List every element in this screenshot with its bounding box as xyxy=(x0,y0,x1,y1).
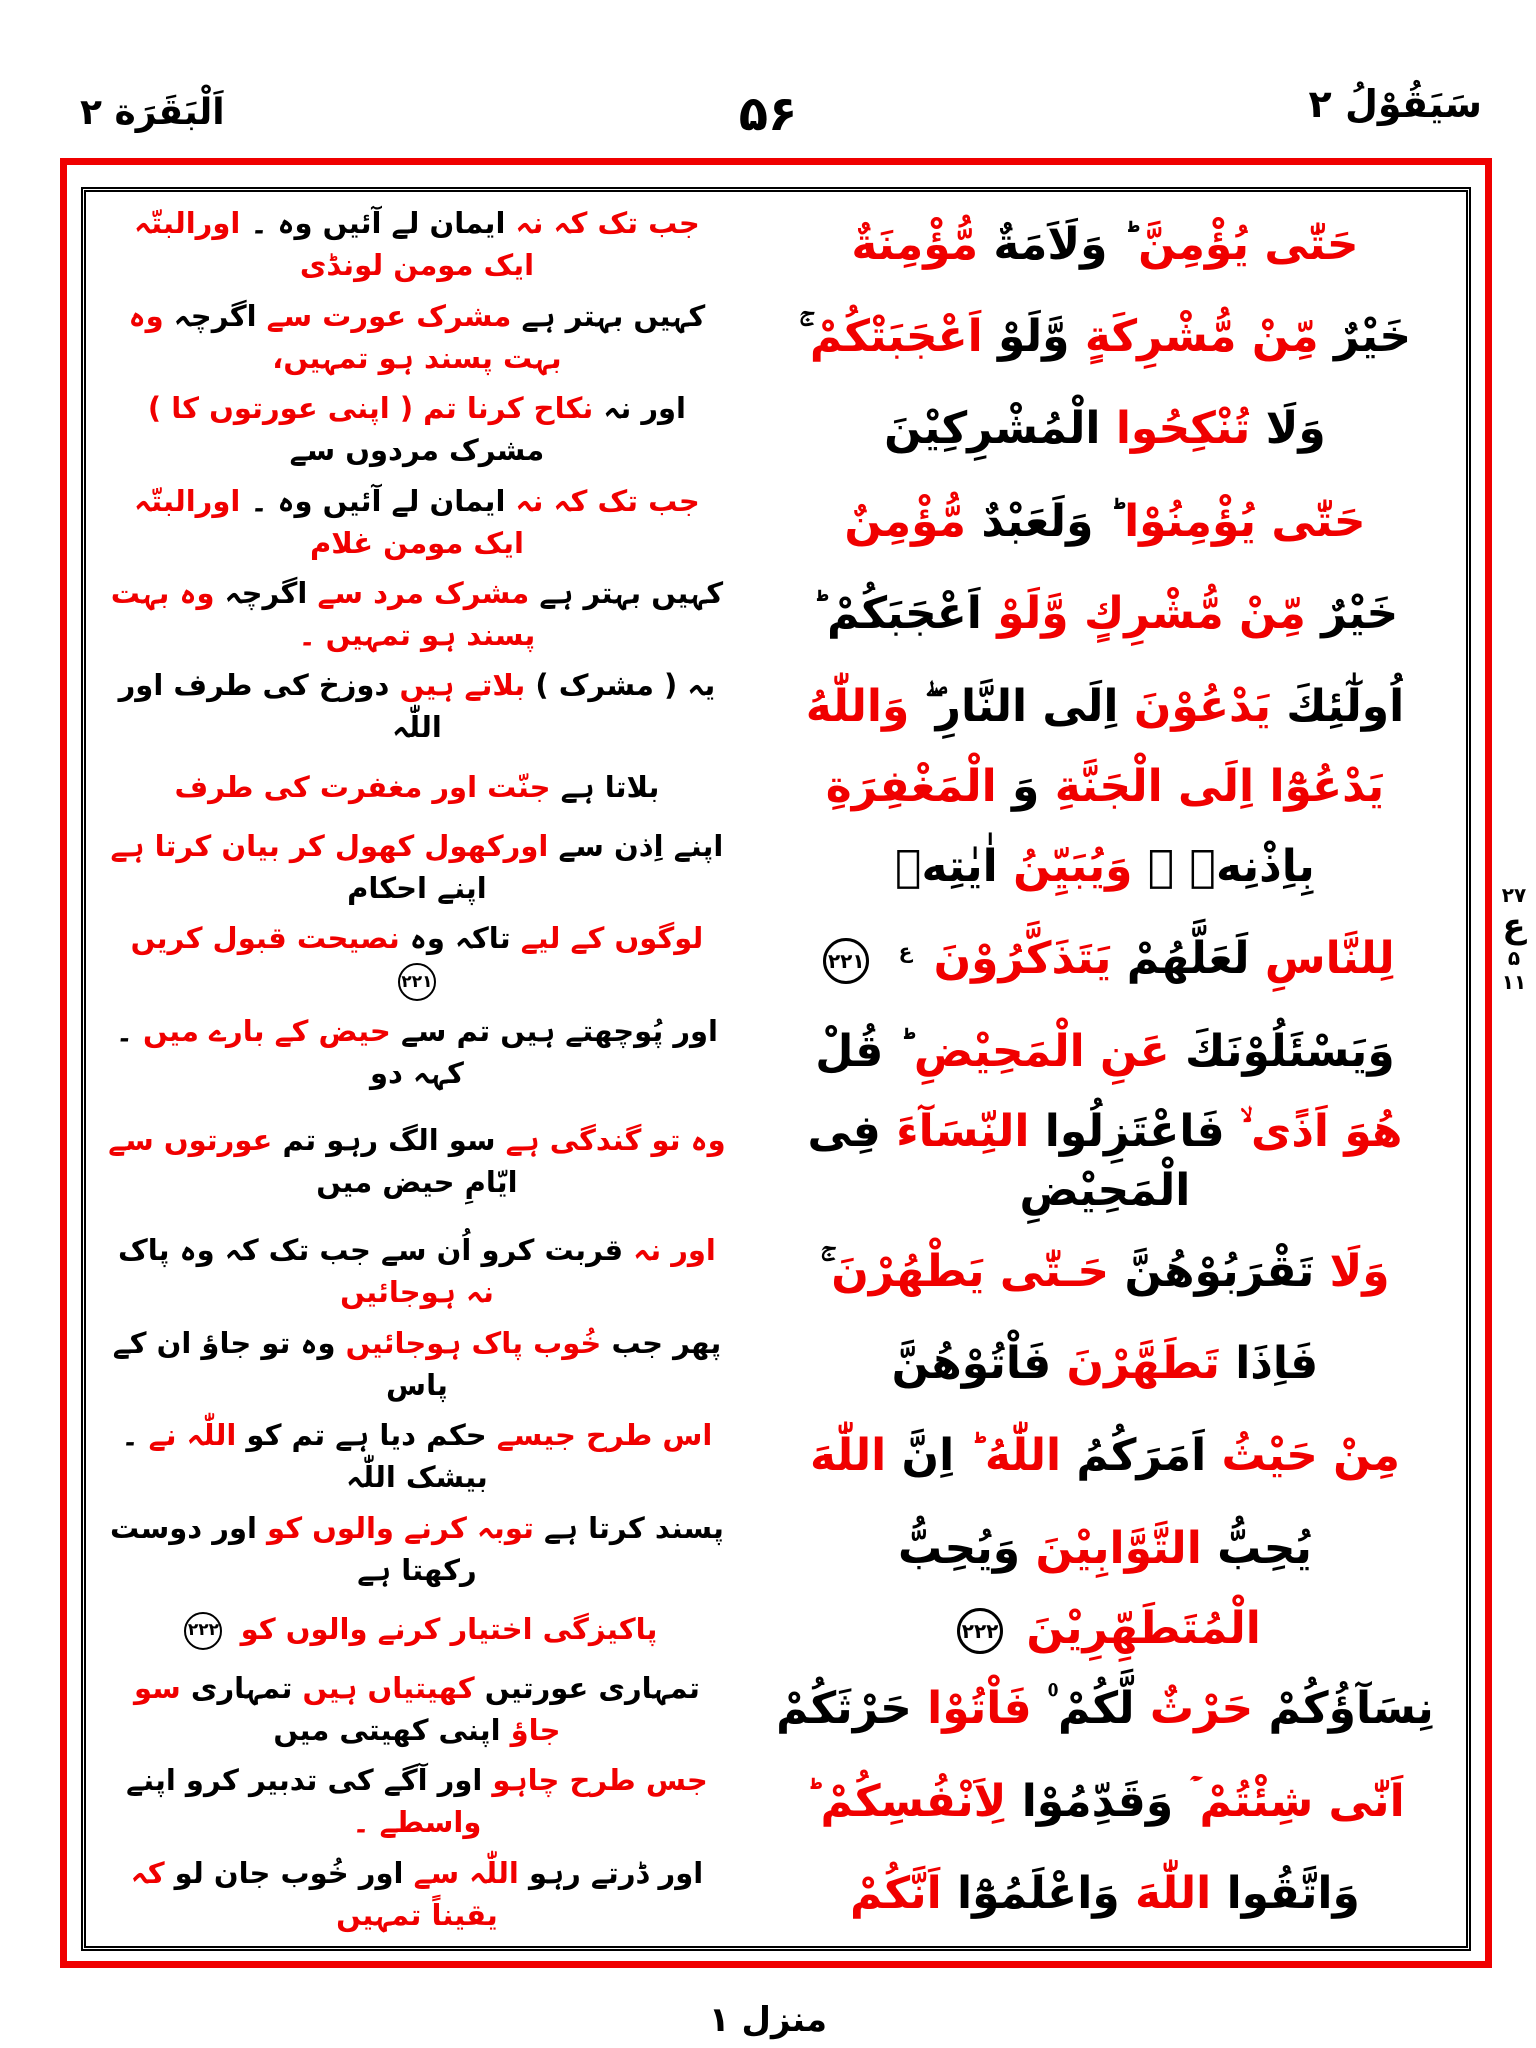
urdu-translation-line xyxy=(100,1010,734,1094)
arabic-word-segment: فِى الْمَحِيْضِ xyxy=(807,1106,1191,1217)
urdu-word-segment: پھر جب xyxy=(611,1325,722,1360)
arabic-verse-line xyxy=(734,1022,1476,1081)
arabic-verse-line xyxy=(734,757,1476,816)
arabic-word-segment: حَـتّٰى يَطْهُرْنَ xyxy=(831,1245,1110,1297)
juz-title: سَيَقُوْلُ ۲ xyxy=(1308,82,1482,126)
arabic-verse-line xyxy=(734,1426,1476,1485)
urdu-translation-line xyxy=(100,917,734,1001)
urdu-translation-line xyxy=(100,825,734,909)
urdu-translation-line xyxy=(100,1852,734,1936)
urdu-word-segment: اور خُوب جان لو xyxy=(174,1855,404,1890)
arabic-word-segment: وَلَعَبْدٌ xyxy=(981,495,1094,547)
urdu-word-segment: اورکھول کھول کر بیان کرتا ہے xyxy=(110,828,549,863)
text-row xyxy=(100,290,1452,382)
urdu-word-segment: کہ یقیناً تمہیں xyxy=(130,1855,498,1932)
urdu-word-segment: اور ڈرتے رہو xyxy=(528,1855,704,1890)
urdu-word-segment: اس طرح جیسے xyxy=(496,1418,713,1453)
arabic-verse-line xyxy=(734,929,1476,988)
arabic-word-segment: نِسَآؤُكُمْ xyxy=(1268,1683,1434,1735)
arabic-word-segment: وَ xyxy=(1012,760,1040,812)
text-row xyxy=(100,383,1452,475)
urdu-word-segment: کہیں بہتر ہے xyxy=(539,575,724,610)
urdu-word-segment: اپنی کھیتی میں xyxy=(273,1712,501,1747)
verse-number-badge: ۲۲۲ xyxy=(184,1612,222,1650)
arabic-word-segment: التَّوَّابِيْنَ xyxy=(1035,1522,1202,1574)
arabic-verse-line xyxy=(734,1679,1476,1738)
arabic-word-segment: بِاِذْنِهٖ ۚ xyxy=(1147,841,1315,892)
urdu-word-segment: اللّٰہ سے xyxy=(413,1855,519,1890)
arabic-word-segment: عَنِ الْمَحِيْضِ xyxy=(913,1025,1170,1077)
arabic-word-segment: وَيَسْئَلُوْنَكَ xyxy=(1185,1025,1395,1077)
arabic-word-segment: لَعَلَّهُمْ xyxy=(1126,933,1250,985)
arabic-word-segment: وَلَا xyxy=(1329,1245,1390,1297)
ruku-juz-count: ۵ xyxy=(1507,946,1521,971)
urdu-word-segment: قربت کرو اُن سے جب تک کہ وہ پاک xyxy=(118,1233,624,1268)
urdu-word-segment: عورتوں سے xyxy=(108,1123,273,1158)
arabic-word-segment: اَمَرَكُمُ xyxy=(1076,1430,1207,1482)
urdu-word-segment: اورالبتّہ ایک مومن لونڈی xyxy=(134,206,535,283)
urdu-word-segment: بلاتا ہے xyxy=(560,769,660,804)
ain-ruku-icon: ع xyxy=(1502,906,1526,946)
urdu-word-segment: ایّامِ حیض میں xyxy=(316,1165,518,1200)
urdu-word-segment: بلاتے ہیں xyxy=(399,668,526,703)
urdu-translation-line xyxy=(100,295,734,379)
urdu-word-segment: اور پُوچھتے ہیں تم سے xyxy=(400,1013,718,1048)
urdu-word-segment: مشرک عورت سے xyxy=(266,298,512,333)
arabic-word-segment: وَلَاَمَةٌ xyxy=(993,218,1108,270)
arabic-word-segment: اِنَّ xyxy=(901,1430,955,1482)
arabic-word-segment: مِّنْ مُّشْرِكَةٍ xyxy=(1084,310,1319,362)
text-row xyxy=(100,1225,1452,1317)
urdu-word-segment: مشرک مردوں سے xyxy=(289,433,545,468)
arabic-verse-line xyxy=(734,399,1476,458)
manzil-label: منزل ۱ xyxy=(708,2000,828,2040)
urdu-word-segment: ۔ بیشک اللّٰہ xyxy=(121,1418,488,1495)
urdu-translation-line xyxy=(100,1507,734,1591)
urdu-translation-line xyxy=(100,1414,734,1498)
urdu-word-segment: حکم دیا ہے تم کو xyxy=(246,1418,487,1453)
urdu-word-segment: نصیحت قبول کریں xyxy=(130,921,400,956)
urdu-word-segment: ۔ کہہ دو xyxy=(115,1013,464,1090)
urdu-word-segment: اور نہ xyxy=(603,391,686,426)
text-row xyxy=(100,1410,1452,1502)
arabic-word-segment: حَرْثٌ xyxy=(1149,1683,1254,1735)
verse-number-badge: ۲۲۲ xyxy=(957,1608,1003,1654)
arabic-word-segment: حَرْثَكُمْ xyxy=(776,1683,912,1735)
arabic-word-segment: وَاللّٰهُ xyxy=(805,680,910,732)
urdu-word-segment: اپنے اِذن سے xyxy=(558,828,724,863)
arabic-word-segment: هُوَ اَذًى ۙ xyxy=(1240,1106,1403,1157)
arabic-word-segment: الْمَغْفِرَةِ xyxy=(825,760,997,812)
arabic-verse-line xyxy=(734,1242,1476,1301)
urdu-word-segment: سو الگ رہو تم xyxy=(282,1123,496,1158)
urdu-word-segment: توبہ کرنے والوں کو xyxy=(267,1510,534,1545)
arabic-word-segment: النِّسَآءَ xyxy=(896,1106,1030,1157)
urdu-translation-line xyxy=(100,1667,734,1751)
arabic-word-segment: وَيُبَيِّنُ xyxy=(1013,841,1133,892)
text-row xyxy=(100,1847,1452,1939)
urdu-translation-line xyxy=(100,1608,734,1650)
arabic-verse-line xyxy=(734,1519,1476,1578)
ruku-ain-marker: ع xyxy=(898,938,913,963)
arabic-word-segment: مِنْ حَيْثُ xyxy=(1221,1430,1400,1482)
urdu-word-segment: نکاح کرنا تم ( اپنی عورتوں کا ) xyxy=(147,391,594,426)
arabic-word-segment: اللّٰهُ ؕ xyxy=(969,1430,1062,1482)
text-row xyxy=(100,1098,1452,1225)
arabic-word-segment: خَيْرٌ xyxy=(1321,588,1399,640)
arabic-word-segment: وَاتَّقُوا xyxy=(1226,1867,1360,1919)
urdu-translation-line xyxy=(100,664,734,748)
ruku-margin-marker xyxy=(1494,884,1534,993)
arabic-word-segment: اَعْجَبَكُمْ ؕ xyxy=(811,588,982,640)
arabic-word-segment: اللّٰهَ xyxy=(809,1430,887,1482)
arabic-word-segment: حَتّٰى يُؤْمِنَّ xyxy=(1138,218,1359,270)
urdu-word-segment: اور اللّٰہ xyxy=(118,668,442,745)
arabic-word-segment: وَلَا xyxy=(1265,403,1326,455)
arabic-verse-line xyxy=(734,1599,1476,1658)
arabic-verse-line xyxy=(734,584,1476,643)
ruku-extra-count: ۱۱ xyxy=(1501,970,1527,995)
arabic-word-segment: اللّٰهَ xyxy=(1135,1867,1212,1919)
urdu-translation-line xyxy=(100,202,734,286)
arabic-verse-line xyxy=(734,1334,1476,1393)
arabic-word-segment: اٰيٰتِهٖ xyxy=(895,841,998,892)
urdu-word-segment: وہ تو جاؤ ان کے پاس xyxy=(112,1325,448,1402)
text-row xyxy=(100,820,1452,912)
urdu-word-segment: اپنے احکام xyxy=(347,870,487,905)
urdu-word-segment: ایمان لے آئیں وہ ۔ xyxy=(250,206,506,241)
urdu-word-segment: تمہاری xyxy=(190,1670,293,1705)
urdu-word-segment: تاکہ وہ xyxy=(409,921,511,956)
urdu-translation-line xyxy=(100,1119,734,1203)
urdu-word-segment: کھیتیاں ہیں xyxy=(302,1670,475,1705)
arabic-word-segment: فَاِذَا xyxy=(1235,1337,1319,1389)
text-row xyxy=(100,475,1452,567)
arabic-word-segment: تَقْرَبُوْهُنَّ xyxy=(1124,1245,1315,1297)
arabic-word-segment: خَيْرٌ xyxy=(1334,310,1412,362)
urdu-word-segment: کہیں بہتر ہے xyxy=(521,298,706,333)
arabic-verse-line xyxy=(734,307,1476,366)
urdu-word-segment: سو جاؤ xyxy=(134,1670,561,1747)
arabic-word-segment: اَنَّكُمْ xyxy=(850,1867,942,1919)
arabic-word-segment: وَّلَوْ xyxy=(998,310,1070,362)
urdu-translation-line xyxy=(100,766,734,808)
arabic-word-segment: الْمُتَطَهِّرِيْنَ xyxy=(1026,1602,1261,1654)
ruku-surah-count: ۲۷ xyxy=(1501,883,1527,907)
arabic-word-segment: وَاعْلَمُوْٓا xyxy=(957,1867,1120,1919)
urdu-word-segment: خُوب پاک ہوجائیں xyxy=(345,1325,602,1360)
arabic-word-segment: اَنّٰى شِئْتُمْ ۡ xyxy=(1188,1775,1405,1827)
urdu-word-segment: پسند کرتا ہے xyxy=(544,1510,724,1545)
urdu-word-segment: جب تک کہ نہ xyxy=(515,206,700,241)
arabic-word-segment: فَاْتُوْا xyxy=(927,1683,1032,1735)
arabic-word-segment: فَاْتُوْهُنَّ xyxy=(891,1337,1052,1389)
urdu-word-segment: اللّٰہ نے xyxy=(148,1418,237,1453)
urdu-word-segment: جس طرح چاہو xyxy=(492,1763,708,1798)
arabic-verse-line xyxy=(734,1772,1476,1831)
arabic-verse-line xyxy=(734,492,1476,551)
arabic-word-segment: حَتّٰى يُؤْمِنُوْا xyxy=(1124,495,1366,547)
arabic-word-segment: الْمُشْرِكِيْنَ xyxy=(884,403,1101,455)
arabic-word-segment: ؕ قُلْ xyxy=(815,1025,899,1077)
text-rows xyxy=(100,198,1452,1940)
arabic-word-segment: مِّنْ مُّشْرِكٍ وَّلَوْ xyxy=(997,588,1306,640)
urdu-word-segment: تمہاری عورتیں xyxy=(484,1670,700,1705)
arabic-word-segment: وَقَدِّمُوْا xyxy=(1021,1775,1174,1827)
text-row xyxy=(100,660,1452,752)
page-number: ۵۶ xyxy=(738,86,798,142)
arabic-word-segment: وَيُحِبُّ xyxy=(897,1522,1021,1574)
arabic-word-segment: مُّؤْمِنٌ xyxy=(844,495,966,547)
arabic-word-segment: يَدْعُوْنَ xyxy=(1133,680,1271,732)
urdu-word-segment: اور آگے کی تدبیر کرو اپنے xyxy=(126,1763,483,1798)
urdu-word-segment: وہ تو گندگی ہے xyxy=(505,1123,726,1158)
arabic-verse-line xyxy=(734,215,1476,274)
page-frame xyxy=(60,158,1492,1968)
arabic-word-segment: فَاعْتَزِلُوا xyxy=(1044,1106,1225,1157)
urdu-translation-line xyxy=(100,387,734,471)
urdu-word-segment: اور نہ xyxy=(633,1233,716,1268)
urdu-word-segment: یہ ( مشرک ) xyxy=(535,668,716,703)
urdu-word-segment: جب تک کہ نہ xyxy=(515,483,700,518)
arabic-word-segment: لِلنَّاسِ xyxy=(1264,933,1395,985)
inner-border xyxy=(81,187,1471,1951)
text-row xyxy=(100,198,1452,290)
surah-title: اَلْبَقَرَة ۲ xyxy=(80,92,225,133)
urdu-word-segment: وہ بہت پسند ہو تمہیں، xyxy=(128,298,562,375)
urdu-word-segment: دوزخ کی طرف xyxy=(173,668,390,703)
arabic-word-segment: اَعْجَبَتْكُمْ xyxy=(809,310,983,362)
arabic-verse-line xyxy=(734,1102,1476,1221)
text-row xyxy=(100,1502,1452,1594)
text-row xyxy=(100,753,1452,821)
urdu-word-segment: اور دوست رکھتا ہے xyxy=(110,1510,477,1587)
arabic-word-segment: اُولٰٓئِكَ xyxy=(1286,680,1405,732)
arabic-verse-line xyxy=(734,837,1476,896)
urdu-translation-line xyxy=(100,572,734,656)
text-row xyxy=(100,568,1452,660)
text-row xyxy=(100,1595,1452,1663)
urdu-word-segment: جنّت اور مغفرت کی طرف xyxy=(174,769,551,804)
urdu-word-segment: نہ ہوجائیں xyxy=(340,1275,494,1310)
arabic-word-segment: يَدْعُوْٓا اِلَى الْجَنَّةِ xyxy=(1054,760,1385,812)
arabic-word-segment: تَطَهَّرْنَ xyxy=(1066,1337,1220,1389)
urdu-translation-line xyxy=(100,1322,734,1406)
arabic-word-segment: لِاَنْفُسِكُمْ ؕ xyxy=(805,1775,1007,1827)
arabic-word-segment: مُّؤْمِنَةٌ xyxy=(851,218,979,270)
urdu-word-segment: واسطے ۔ xyxy=(352,1805,482,1840)
urdu-translation-line xyxy=(100,480,734,564)
urdu-word-segment: اگرچہ xyxy=(224,575,308,610)
urdu-word-segment: ایمان لے آئیں وہ ۔ xyxy=(250,483,506,518)
arabic-word-segment: تُنْكِحُوا xyxy=(1115,403,1251,455)
urdu-word-segment: وہ بہت پسند ہو تمہیں ۔ xyxy=(110,575,536,653)
arabic-word-segment: يُحِبُّ xyxy=(1217,1522,1312,1574)
urdu-word-segment: مشرک مرد سے xyxy=(317,575,530,610)
urdu-word-segment: پاکیزگی اختیار کرنے والوں کو xyxy=(240,1611,658,1646)
verse-number-badge: ۲۲۱ xyxy=(823,938,869,984)
urdu-word-segment: اگرچہ xyxy=(173,298,257,333)
text-row xyxy=(100,1005,1452,1097)
urdu-word-segment: لوگوں کے لیے xyxy=(520,921,704,956)
arabic-verse-line xyxy=(734,1864,1476,1923)
verse-number-badge: ۲۲۱ xyxy=(398,963,436,1001)
text-row xyxy=(100,913,1452,1005)
arabic-verse-line xyxy=(734,677,1476,736)
arabic-word-segment: اِلَى النَّارِ ۖ xyxy=(924,680,1119,732)
text-row xyxy=(100,1755,1452,1847)
urdu-word-segment: حیض کے بارے میں xyxy=(143,1013,391,1048)
urdu-word-segment: اورالبتّہ ایک مومن غلام xyxy=(134,483,524,560)
text-row xyxy=(100,1663,1452,1755)
text-row xyxy=(100,1317,1452,1409)
arabic-word-segment: لَّكُمْ ۠ xyxy=(1046,1683,1135,1735)
arabic-word-segment: يَتَذَكَّرُوْنَ xyxy=(933,933,1112,985)
urdu-translation-line xyxy=(100,1759,734,1843)
urdu-translation-line xyxy=(100,1229,734,1313)
